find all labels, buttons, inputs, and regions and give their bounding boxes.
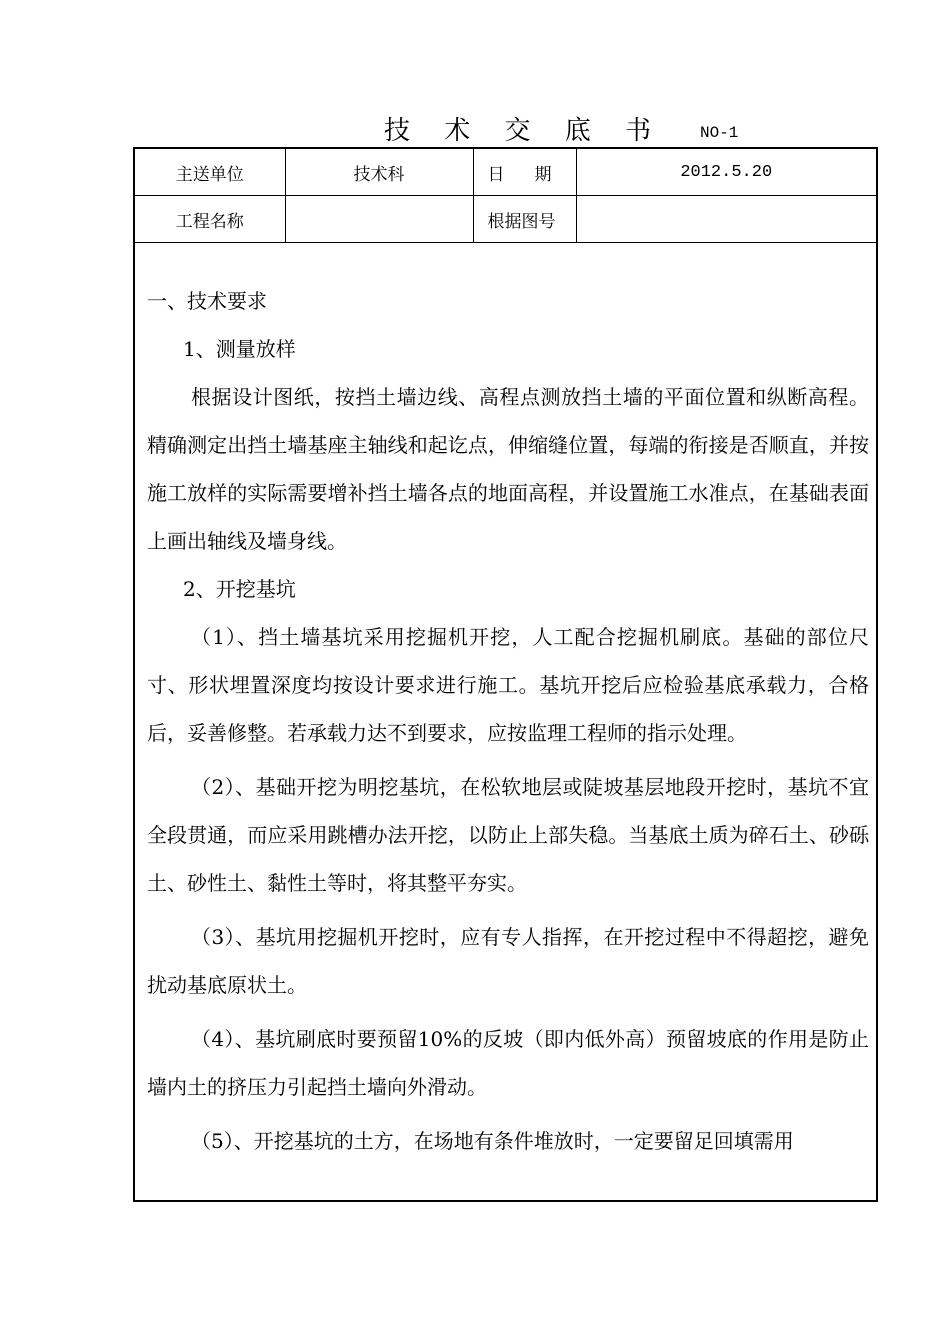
item2-paragraph-1: （1）、挡土墙基坑采用挖掘机开挖，人工配合挖掘机刷底。基础的部位尺寸、形状埋置深度均按设计要求进行施工。基坑开挖后应检验基底承载力，合格后，妥善修整。若承载力达不到要求，应按监理工程师的指示处理。 — [147, 625, 869, 745]
item2-paragraph-5: （5）、开挖基坑的土方，在场地有条件堆放时，一定要留足回填需用 — [191, 1129, 794, 1153]
document-title: 技 术 交 底 书 — [384, 116, 665, 146]
header-row-project — [135, 196, 876, 243]
document-frame — [133, 147, 878, 1202]
item2-paragraph-4: （4）、基坑刷底时要预留10%的反坡（即内低外高）预留坡底的作用是防止墙内土的挤压力引起挡土墙向外滑动。 — [147, 1027, 869, 1099]
item2-paragraph-3: （3）、基坑用挖掘机开挖时，应有专人指挥，在开挖过程中不得超挖，避免扰动基底原状土。 — [147, 925, 869, 997]
item1-paragraph: 根据设计图纸，按挡土墙边线、高程点测放挡土墙的平面位置和纵断高程。精确测定出挡土墙基座主轴线和起讫点，伸缩缝位置，每端的衔接是否顺直，并按施工放样的实际需要增补挡土墙各点的地面高程，并设置施工水准点，在基础表面上画出轴线及墙身线。 — [147, 385, 869, 553]
date-label — [473, 149, 576, 196]
section-title: 一、技术要求 — [147, 289, 267, 313]
item2-title: 2、开挖基坑 — [183, 577, 296, 601]
sender-value: 技术科 — [285, 149, 473, 196]
project-label: 工程名称 — [135, 196, 285, 243]
document-body — [147, 277, 869, 1165]
date-value: 2012.5.20 — [576, 149, 876, 196]
drawing-label: 根据图号 — [473, 196, 576, 243]
date-label-first: 日 — [487, 164, 505, 185]
sender-label: 主送单位 — [135, 149, 285, 196]
item1-title: 1、测量放样 — [183, 337, 296, 361]
document-number: NO-1 — [700, 124, 739, 142]
drawing-value — [576, 196, 876, 243]
date-label-second: 期 — [534, 164, 552, 185]
project-value — [285, 196, 473, 243]
header-row-sender — [135, 149, 876, 196]
header-table — [135, 149, 876, 243]
item2-paragraph-2: （2）、基础开挖为明挖基坑，在松软地层或陡坡基层地段开挖时，基坑不宜全段贯通，而应采用跳槽办法开挖，以防止上部失稳。当基底土质为碎石土、砂砾土、砂性土、黏性土等时，将其整平夯实。 — [147, 775, 869, 895]
